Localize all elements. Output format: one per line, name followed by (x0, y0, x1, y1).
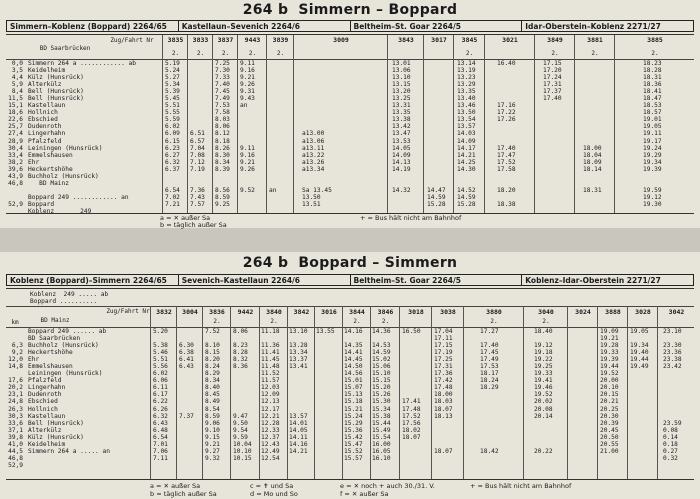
train-column (237, 35, 267, 213)
class-label: 2. (213, 318, 221, 325)
departure-times: 23.10 23.30 23.36 23.38 23.42 23.59 0.08 0.14 0.18 0.27 0.32 (663, 328, 682, 462)
train-column (567, 306, 598, 479)
train-column (431, 306, 464, 479)
departure-times: 13.10 13.28 13.34 13.37 13.41 13.57 14.01 14.05 14.11 14.16 14.21 (289, 328, 308, 455)
table-title (0, 255, 700, 271)
km-values: 0,0 3,5 4,4 5,9 8,4 11,5 15,1 18,6 22,6 25,7 27,4 28,9 30,4 33,4 38,2 39,6 43,9 46,8 52,9 (8, 60, 23, 208)
train-number: 3004 (182, 308, 198, 316)
departure-times: 13.01 13.06 13.10 13.15 13.20 13.25 13.31 13.35 13.38 13.42 13.47 13.53 14.05 14.09 14.13 14.19 14.32 (392, 60, 411, 194)
departure-times: 19.09 19.21 19.28 19.33 19.39 19.44 19.52 20.00 20.10 20.15 20.21 20.25 20.30 20.39 20.45 20.50 20.55 21.00 (600, 328, 619, 455)
footnote: b = täglich außer Sa (160, 221, 227, 229)
train-column (314, 306, 343, 479)
train-number: 3881 (587, 36, 603, 44)
departure-times: 14.36 14.53 14.59 15.02 15.06 15.10 15.15 15.20 15.26 15.30 15.34 15.38 15.44 15.49 15.54 16.00 16.05 16.10 (372, 328, 391, 462)
route-item: Simmern–Koblenz (Boppard) 2264/65 (7, 21, 179, 31)
departure-times: 6.30 6.38 6.41 6.43 7.37 (179, 342, 194, 420)
footnote: c = ✝ und Sa (250, 482, 294, 490)
class-label: 2. (221, 50, 230, 57)
class-label: 2. (591, 50, 599, 57)
train-number: 9443 (244, 36, 261, 44)
train-column (230, 306, 260, 479)
station-column (25, 60, 161, 213)
departure-times: 7.52 8.10 8.15 8.20 8.24 8.29 8.34 8.40 8.45 8.49 8.54 8.59 9.06 9.10 9.15 9.21 9.27 9.32 (205, 328, 220, 462)
table-number: 264 b (242, 255, 289, 271)
train-number: 3017 (431, 36, 447, 44)
directorate-label: BD Mainz (40, 317, 70, 324)
train-number: 3016 (321, 308, 337, 316)
train-number: 3845 (461, 36, 478, 44)
train-number-label: Zug/Fahrt Nr (106, 308, 150, 315)
class-label: 2. (542, 318, 550, 325)
departure-times: 5.19 5.24 5.27 5.34 5.39 5.45 5.51 5.55 5.59 6.02 6.09 6.15 6.23 6.27 6.32 6.37 6.54 7.02 7.21 (165, 60, 180, 208)
train-column (463, 306, 524, 479)
train-number: 3843 (398, 36, 414, 44)
train-number: 3836 (209, 308, 225, 316)
train-number: 3833 (192, 36, 209, 44)
departure-times: 13.14 13.19 13.23 13.29 13.35 13.40 13.46 13.50 13.54 13.57 14.03 14.09 14.17 14.21 14.25 14.30 14.52 14.59 15.28 (457, 60, 476, 208)
km-column (6, 60, 24, 213)
class-label: 2. (551, 50, 559, 57)
table-route: Simmern – Boppard (298, 2, 458, 18)
route-legend (6, 274, 694, 286)
train-number: 3839 (272, 36, 289, 44)
route-item: Koblenz–Idar-Oberstein 2271/27 (525, 276, 661, 285)
train-column (423, 35, 454, 213)
timetable-boppard-simmern (0, 252, 700, 499)
class-label: 2. (465, 50, 474, 57)
train-number: 3840 (266, 308, 282, 316)
departure-times: 9.11 9.16 9.21 9.26 9.31 9.43 an 9.11 9.16 9.21 9.26 9.52 (240, 60, 255, 194)
table-route: Boppard – Simmern (298, 255, 458, 271)
train-column (399, 306, 432, 479)
departure-times: 16.40 17.16 17.22 17.26 17.40 17.47 17.52 17.58 18.20 18.38 (497, 60, 516, 208)
train-number: 3024 (575, 308, 591, 316)
departure-times: 14.47 14.59 15.28 (427, 186, 446, 208)
departure-times: 6.51 6.57 7.04 7.08 7.12 7.19 7.36 7.43 7.57 (190, 130, 205, 208)
route-item: Idar-Oberstein–Koblenz 2271/27 (525, 22, 661, 31)
route-legend (6, 20, 694, 32)
train-column (657, 306, 695, 479)
timetable-grid (6, 288, 694, 480)
station-names: Boppard 249 ...... ab BD Saarbrücken Buchholz (Hunsrück) Heckertshöhe Ehr Emmelshausen Leiningen (Hunsrück) Pfalzfeld Lingerhahn Dudenroth Ebschied Hollnich Kastellaun Bell (Hunsrück) Alterkülz Külz (Hunsrück) Keidelheim Simmern 264 a ..... an (28, 328, 110, 455)
departure-times: an (269, 186, 277, 194)
train-column (370, 306, 400, 479)
departure-times: 17.15 17.20 17.24 17.31 17.37 17.40 (543, 60, 562, 103)
train-column (342, 306, 371, 479)
km-label: km (11, 319, 19, 326)
departure-times: 17.27 17.40 17.45 17.49 17.53 18.17 18.24 18.29 18.42 (480, 328, 499, 455)
departure-times: 11.18 11.36 11.41 11.45 11.48 11.52 11.57 12.03 12.09 12.13 12.17 12.21 12.28 12.33 12.37 12.43 12.49 12.54 (261, 328, 280, 462)
train-column (176, 306, 203, 479)
footnote: f = ✕ außer Sa (340, 490, 389, 498)
train-number: 3835 (167, 36, 184, 44)
connection-rows: Koblenz 249 ..... ab Boppard .......... (30, 291, 109, 306)
route-item: Koblenz (Boppard)–Simmern 2264/65 (7, 275, 179, 285)
class-label: 2. (171, 50, 180, 57)
departure-times: 18.23 18.28 18.31 18.36 18.41 18.47 18.53 18.57 19.01 19.05 19.11 19.17 19.24 19.29 19.34 19.39 19.59 19.12 19.30 (643, 60, 662, 208)
table-title (0, 2, 700, 18)
train-column (387, 35, 424, 213)
train-column (150, 306, 177, 479)
departure-times: 5.20 5.38 5.46 5.51 5.56 6.02 6.06 6.11 6.17 6.22 6.26 6.32 6.43 6.48 6.54 7.01 7.06 7.11 (153, 328, 168, 462)
train-number: 9442 (237, 308, 254, 316)
station-names: Simmern 264 a ............ ab Keidelheim Külz (Hunsrück) Alterkülz Bell (Hunsrück) Bell (Hunsrück) Kastellaun Hollnich Ebschied Dudenroth Lingerhahn Pfalzfeld Leiningen (Hunsrück) Emmelshausen Ehr Heckertshöhe Buchholz (Hunsrück) BD Mainz Boppard 249 ............ an Boppard Koblenz 249 (28, 60, 137, 215)
train-number: 3849 (547, 36, 563, 44)
train-column (627, 306, 658, 479)
train-number: 3880 (486, 308, 502, 316)
route-item: Sevenich–Kastellaun 2264/6 (179, 275, 351, 285)
train-number: 3018 (408, 308, 424, 316)
train-column (614, 35, 695, 213)
train-number: 3021 (502, 36, 518, 44)
train-column (162, 35, 188, 213)
train-number: 3009 (333, 36, 349, 44)
train-column (453, 35, 485, 213)
footnote: a = ✕ außer Sa (160, 214, 211, 222)
departure-times: 18.00 18.04 18.09 18.14 18.31 (583, 144, 602, 194)
class-label: 2. (353, 318, 361, 325)
footnote: e = ✕ noch + auch 30./31. V. (340, 482, 435, 490)
class-label: 2. (381, 318, 390, 325)
train-number: 3040 (538, 308, 554, 316)
train-number: 3842 (293, 308, 310, 316)
train-number: 3885 (647, 36, 663, 44)
departure-times: 17.04 17.11 17.15 17.19 17.25 17.31 17.36 17.42 17.48 18.00 18.03 18.07 18.13 18.07 (434, 328, 453, 455)
km-column (6, 328, 24, 479)
train-number: 3844 (349, 308, 365, 316)
train-number: 3846 (377, 308, 394, 316)
train-column (266, 35, 294, 213)
class-label: 2. (196, 50, 205, 57)
class-label: 2. (248, 50, 257, 57)
route-item: Beltheim–St. Goar 2264/5 (351, 275, 523, 285)
train-column (202, 306, 231, 479)
train-number: 3038 (440, 308, 456, 316)
route-item: Beltheim–St. Goar 2264/5 (351, 21, 523, 31)
footnote: a = ✕ außer Sa (150, 482, 201, 490)
footnote: b = täglich außer Sa (150, 490, 217, 498)
departure-times: 8.06 8.23 8.28 8.32 8.36 9.47 9.50 9.54 9.59 10.04 10.10 10.15 (233, 328, 252, 462)
footnote: d = Mo und So (250, 490, 298, 498)
train-column (212, 35, 238, 213)
directorate-label: BD Saarbrücken (39, 45, 91, 52)
train-column (287, 306, 315, 479)
footnote: + = Bus hält nicht am Bahnhof (470, 482, 572, 490)
station-column (25, 328, 150, 479)
class-label: 2. (490, 318, 498, 325)
train-number: 3888 (605, 308, 621, 316)
train-column (484, 35, 535, 213)
train-column (534, 35, 575, 213)
table-number: 264 b (242, 2, 289, 18)
km-values: 6,3 9,2 12,0 14,8 17,6 20,2 23,1 24,8 26,3 30,3 33,6 37,1 39,8 41,0 44,5 46,8 52,9 (8, 342, 23, 469)
train-number: 3028 (635, 308, 651, 316)
train-number: 3832 (156, 308, 172, 316)
train-column (523, 306, 568, 479)
train-column (293, 35, 388, 213)
footnote: + = Bus hält nicht am Bahnhof (360, 214, 462, 222)
class-label: 2. (651, 50, 659, 57)
departure-times: 13.55 (316, 328, 335, 335)
train-column (259, 306, 288, 479)
departure-times: 16.50 17.41 17.48 17.52 17.56 18.02 18.07 (402, 328, 421, 441)
timetable-simmern-boppard (0, 0, 700, 228)
train-column (187, 35, 213, 213)
class-label: 2. (276, 50, 285, 57)
departure-times: a13.00 a13.06 a13.11 a13.22 a13.26 a13.34 Sa 13.45 13.50 13.51 (302, 130, 332, 208)
route-item: Kastellaun–Sevenich 2264/6 (179, 21, 351, 31)
timetable-grid (6, 34, 694, 214)
train-number: 3837 (217, 36, 234, 44)
train-column (597, 306, 628, 479)
class-label: 2. (270, 318, 278, 325)
departure-times: 18.40 19.12 19.18 19.22 19.25 19.33 19.41 19.46 19.52 20.02 20.08 20.14 20.22 (534, 328, 553, 455)
departure-times: 7.25 7.30 7.33 7.40 7.45 7.49 7.53 7.58 8.03 8.06 8.12 8.18 8.26 8.30 8.34 8.39 8.56 8.59 9.25 (215, 60, 230, 208)
departure-times: 19.05 19.34 19.40 19.44 19.49 (630, 328, 649, 371)
train-number: 3042 (668, 308, 685, 316)
train-number-label: Zug/Fahrt Nr (110, 37, 154, 44)
train-column (574, 35, 615, 213)
departure-times: 14.16 14.35 14.41 14.45 14.50 14.56 15.01 15.07 15.13 15.18 15.21 15.24 15.29 15.36 15.42 15.47 15.52 15.57 (344, 328, 363, 462)
